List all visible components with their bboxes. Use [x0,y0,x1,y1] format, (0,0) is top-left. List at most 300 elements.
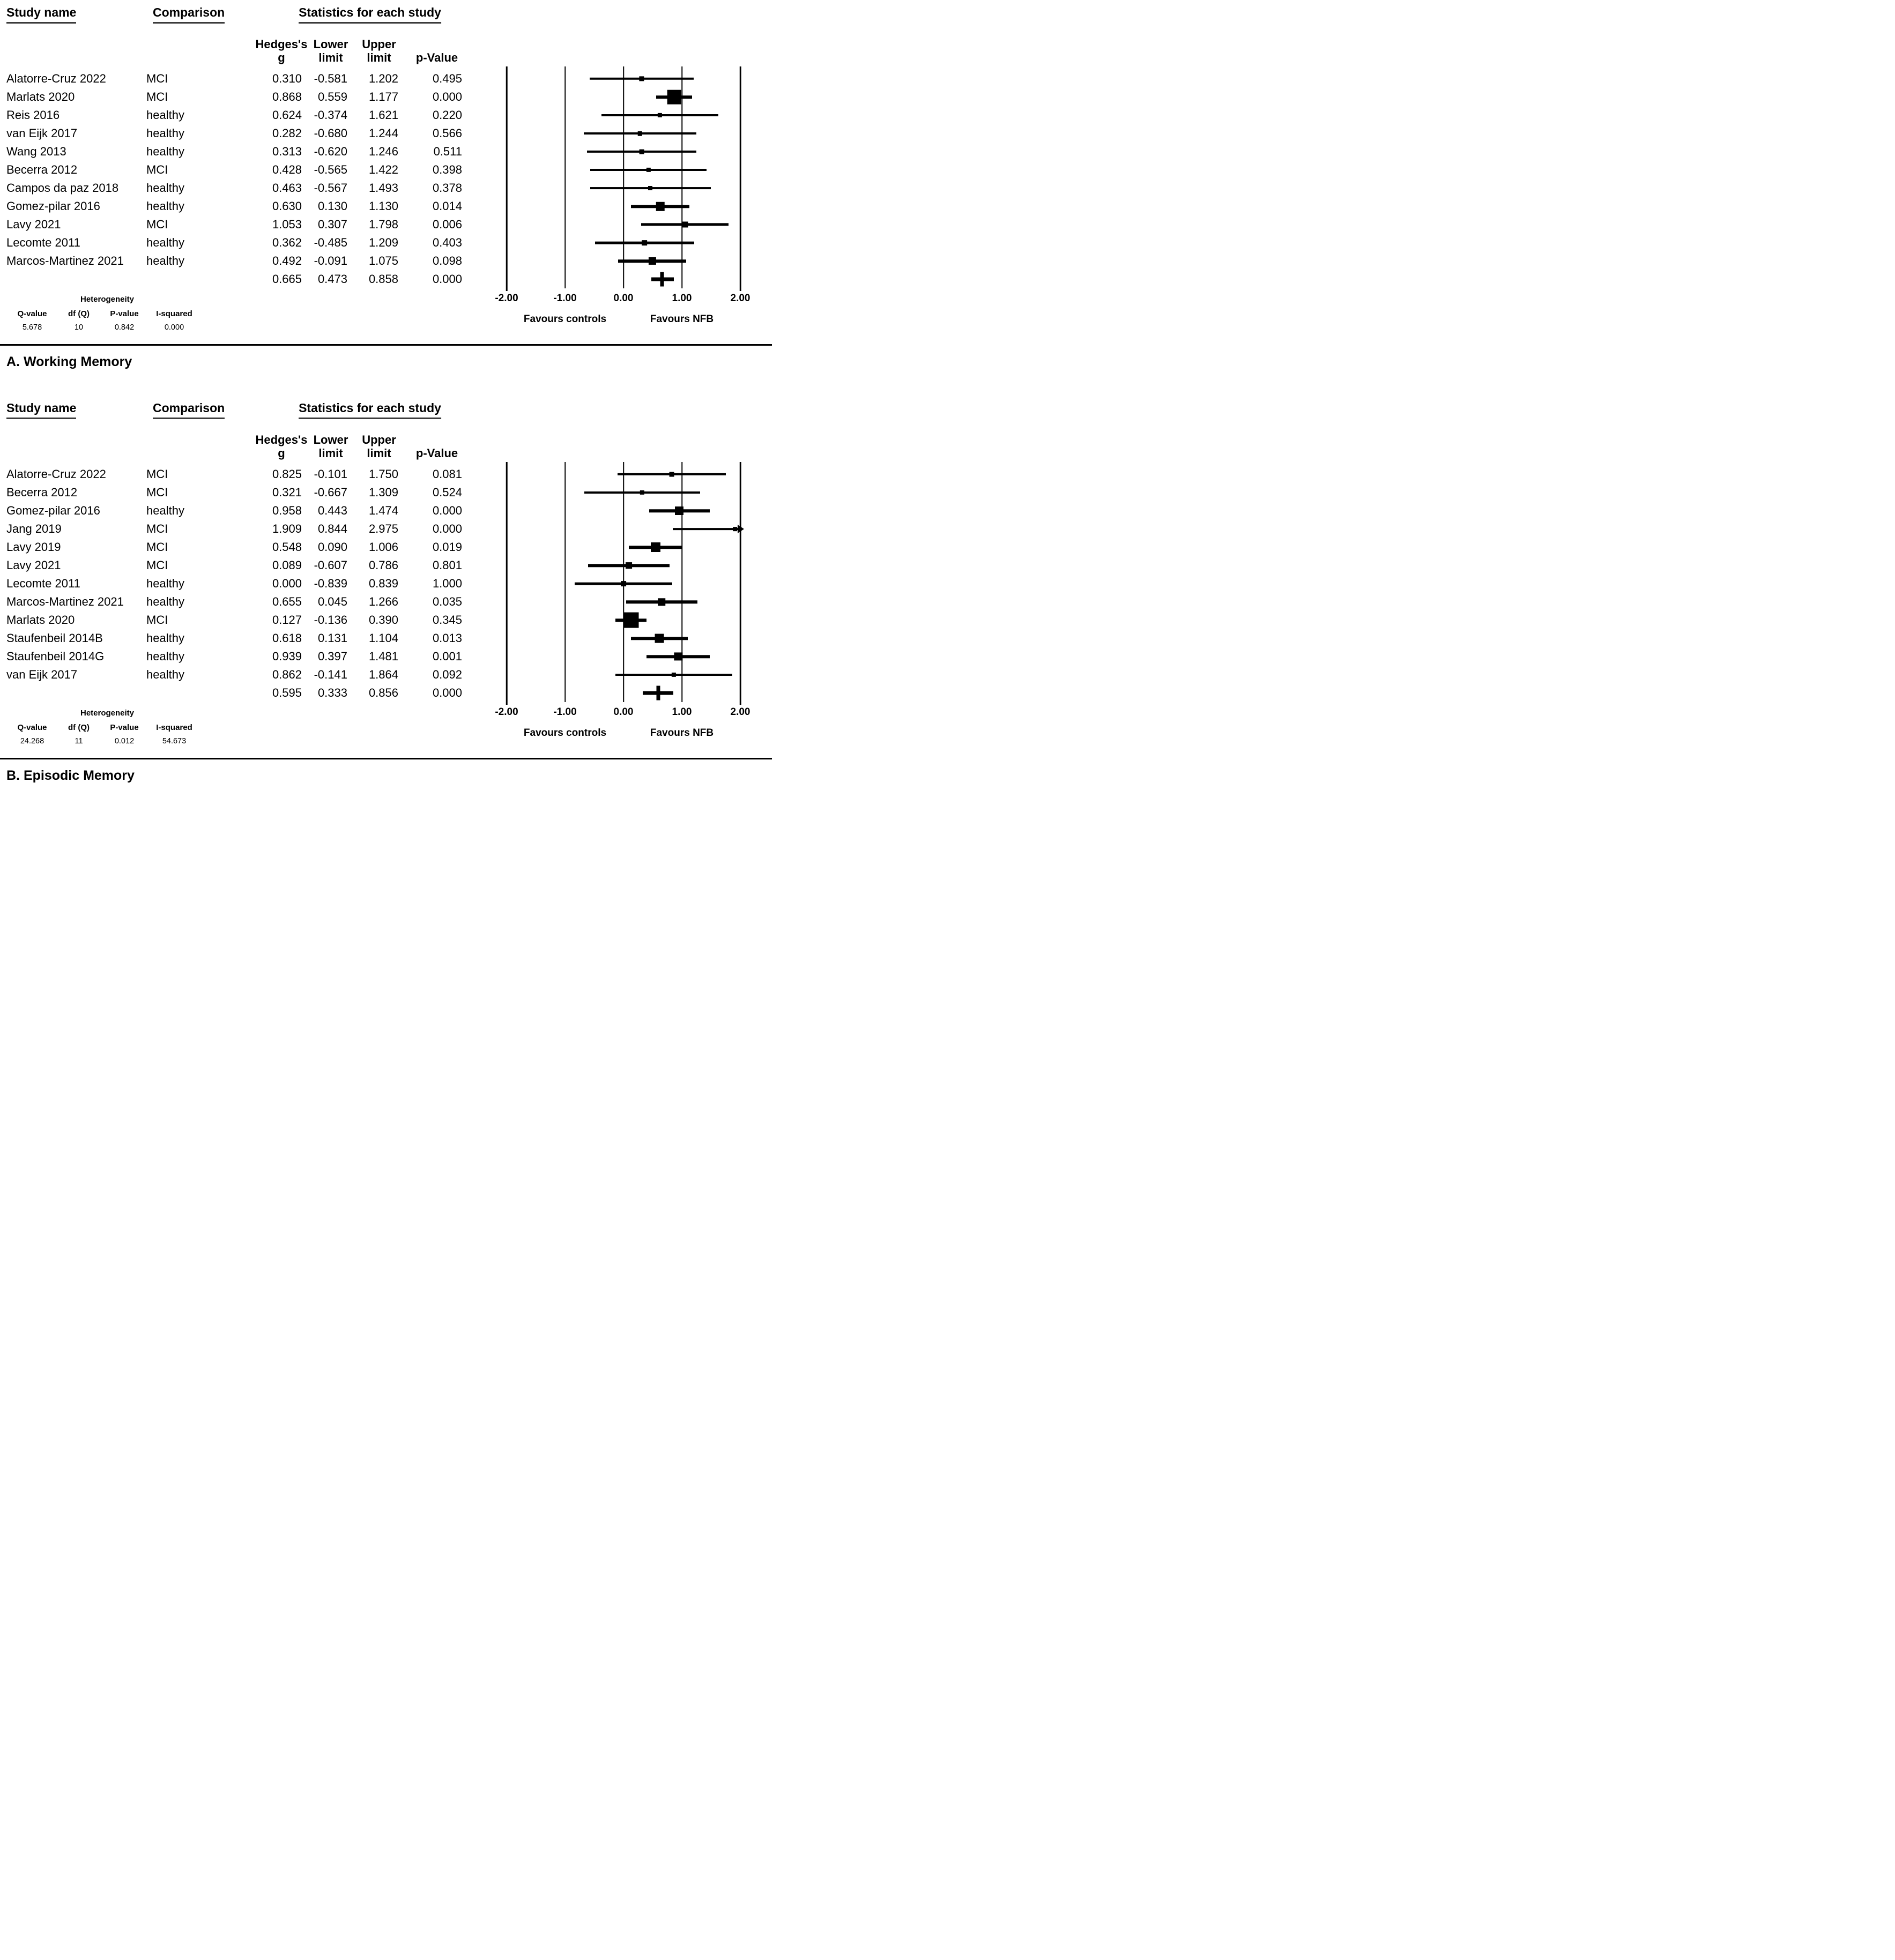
study-rows [0,70,772,288]
stat-column-headers [0,431,772,460]
hedges-g-value: 0.958 [272,504,302,517]
study-name: Becerra 2012 [6,486,78,499]
effect-size-square [651,542,660,552]
upper-limit-value: 1.075 [368,254,398,267]
study-name: van Eijk 2017 [6,126,78,140]
upper-limit-column-header [362,433,396,460]
upper-limit-value: 1.493 [368,181,398,195]
comparison-group: healthy [146,650,184,663]
i-squared-label: I-squared [156,309,192,318]
p-value: 0.495 [432,72,462,85]
study-name: Gomez-pilar 2016 [6,199,100,213]
comparison-group: MCI [146,467,168,481]
x-axis-tick-label: -2.00 [495,293,518,304]
comparison-header: Comparison [153,401,225,419]
forest-plot-figure [0,0,772,798]
study-name: Lavy 2019 [6,540,61,554]
stat-column-headers [0,35,772,64]
study-row [0,234,772,252]
hedges-label-line1: Hedges's [255,38,308,51]
upper-limit-value: 1.130 [368,199,398,213]
p-value: 0.000 [432,686,462,699]
effect-size-square [621,581,626,586]
upper-limit-column-header [362,38,396,64]
study-name: van Eijk 2017 [6,668,78,681]
study-row [0,161,772,179]
comparison-group: MCI [146,613,168,627]
upper-limit-value: 1.266 [368,595,398,608]
hedges-g-value: 0.282 [272,126,302,140]
upper-limit-value: 2.975 [368,522,398,535]
panel-episodic-memory [0,401,772,784]
comparison-group: MCI [146,163,168,176]
comparison-group: healthy [146,126,184,140]
summary-row [0,270,772,288]
x-axis-tick-labels [495,293,750,304]
lower-limit-value: -0.565 [314,163,347,176]
p-value: 0.511 [433,145,462,158]
p-value: 0.019 [432,540,462,554]
heterogeneity-labels-row [8,309,207,318]
lower-limit-value: 0.844 [317,522,347,535]
forest-plot-cell [507,161,740,179]
forest-plot-cell [507,611,740,629]
effect-size-square [637,131,642,136]
favours-labels [507,727,740,739]
study-row [0,143,772,161]
p-value: 0.035 [432,595,462,608]
df-label: df (Q) [68,309,90,318]
statistics-header: Statistics for each study [299,5,441,24]
hedges-g-value: 0.548 [272,540,302,554]
p-value: 0.524 [432,486,462,499]
heterogeneity-title: Heterogeneity [80,709,135,718]
study-name: Marcos-Martinez 2021 [6,254,124,267]
summary-row [0,684,772,702]
forest-plot-cell [507,538,740,556]
lower-limit-value: -0.374 [314,108,347,122]
hedges-g-value: 0.321 [272,486,302,499]
effect-size-square [674,652,682,660]
comparison-group: healthy [146,254,184,267]
comparison-group: healthy [146,595,184,608]
p-value: 0.014 [432,199,462,213]
hedges-g-value: 0.618 [272,631,302,645]
lower-limit-value: 0.130 [317,199,347,213]
hedges-g-value: 0.825 [272,467,302,481]
hedges-g-value: 0.868 [272,90,302,103]
lower-limit-column-header [314,38,348,64]
x-axis-tick-label: -1.00 [553,706,577,718]
confidence-interval-line [673,528,740,530]
column-headers [0,5,772,25]
forest-plot-cell [507,666,740,684]
forest-plot-cell [507,556,740,575]
study-name: Lavy 2021 [6,558,61,572]
effect-size-square [658,598,666,606]
q-value-label: Q-value [17,309,47,318]
forest-plot-cell [507,234,740,252]
study-row [0,666,772,684]
lower-limit-value: 0.090 [317,540,347,554]
comparison-group: MCI [146,90,168,103]
hedges-g-value: 0.492 [272,254,302,267]
comparison-group: MCI [146,486,168,499]
x-axis-tick-label: 0.00 [613,293,634,304]
study-row [0,88,772,106]
study-row [0,70,772,88]
effect-size-square [642,240,648,245]
forest-plot-cell [507,575,740,593]
p-value: 0.566 [432,126,462,140]
forest-rows-area [0,70,772,288]
summary-effect-marker [660,272,664,287]
lower-label-line2: limit [318,51,343,64]
i-squared-label: I-squared [156,723,192,732]
axis-band [0,702,772,754]
comparison-group: healthy [146,199,184,213]
forest-plot-cell [507,270,740,288]
x-axis-tick-label: 2.00 [730,706,750,718]
x-axis-tick-label: -1.00 [553,293,577,304]
upper-limit-value: 1.798 [368,218,398,231]
p-value: 0.001 [432,650,462,663]
upper-limit-value: 1.006 [368,540,398,554]
favours-controls-label: Favours controls [523,314,607,325]
p-value: 0.403 [432,236,462,249]
study-row [0,629,772,647]
lower-label-line1: Lower [313,433,348,446]
forest-plot-cell [507,483,740,502]
panel-title: A. Working Memory [6,354,132,369]
i-squared-value: 0.000 [164,323,184,332]
lower-limit-value: -0.667 [314,486,347,499]
upper-limit-value: 1.750 [368,467,398,481]
forest-plot-cell [507,629,740,647]
lower-limit-value: -0.680 [314,126,347,140]
hedges-g-value: 0.939 [272,650,302,663]
panel-working-memory [0,5,772,370]
study-name: Jang 2019 [6,522,62,535]
lower-limit-value: -0.620 [314,145,347,158]
study-name: Lecomte 2011 [6,236,80,249]
study-name: Staufenbeil 2014G [6,650,105,663]
hedges-label-line2: g [278,51,285,64]
comparison-group: healthy [146,108,184,122]
df-value: 11 [75,737,83,746]
lower-limit-value: 0.131 [317,631,347,645]
upper-limit-value: 0.858 [368,272,398,286]
hedges-g-value: 0.428 [272,163,302,176]
forest-plot-cell [507,647,740,666]
summary-effect-marker [656,686,660,700]
heterogeneity-title: Heterogeneity [80,295,135,304]
upper-label-line1: Upper [362,38,396,51]
effect-size-square [649,257,656,265]
hedges-label-line2: g [278,446,285,460]
effect-size-square [658,113,662,117]
study-name: Marlats 2020 [6,90,75,103]
lower-limit-value: -0.136 [314,613,347,627]
effect-size-square [640,150,644,154]
study-name: Staufenbeil 2014B [6,631,103,645]
study-row [0,483,772,502]
comparison-group: healthy [146,236,184,249]
hedges-g-value: 1.053 [272,218,302,231]
i-squared-value: 54.673 [162,737,187,746]
upper-limit-value: 0.786 [368,558,398,572]
df-value: 10 [74,323,84,332]
p-value: 0.220 [432,108,462,122]
hedges-g-value: 0.313 [272,145,302,158]
hedges-label-line1: Hedges's [255,433,308,446]
upper-limit-value: 1.864 [368,668,398,681]
study-row [0,197,772,215]
forest-rows-area [0,465,772,702]
study-row [0,520,772,538]
p-value: 0.398 [432,163,462,176]
upper-limit-value: 1.621 [368,108,398,122]
study-row [0,179,772,197]
upper-limit-value: 1.209 [368,236,398,249]
study-row [0,593,772,611]
study-row [0,124,772,143]
ci-clipped-arrow-icon [738,525,744,533]
effect-size-square [672,673,676,677]
lower-limit-value: -0.101 [314,467,347,481]
comparison-group: MCI [146,522,168,535]
hedges-g-value: 0.862 [272,668,302,681]
effect-size-square [682,221,688,227]
study-name-header: Study name [6,401,76,419]
lower-limit-value: -0.607 [314,558,347,572]
hedges-g-value: 0.000 [272,577,302,590]
favours-nfb-label: Favours NFB [650,314,714,325]
study-row [0,647,772,666]
p-value: 0.006 [432,218,462,231]
p-value: 0.842 [114,323,135,332]
forest-plot-cell [507,124,740,143]
favours-nfb-label: Favours NFB [650,727,714,739]
p-value: 0.000 [432,504,462,517]
study-row [0,556,772,575]
study-name-header: Study name [6,5,76,24]
forest-plot-cell [507,684,740,702]
q-value: 24.268 [20,737,44,746]
column-headers [0,401,772,420]
forest-plot-cell [507,593,740,611]
forest-plot-cell [507,520,740,538]
study-name [0,270,146,288]
p-value-column-header: p-Value [415,446,458,460]
lower-limit-value: -0.091 [314,254,347,267]
upper-limit-value: 1.246 [368,145,398,158]
effect-size-square [626,562,632,569]
forest-plot-cell [507,106,740,124]
comparison-group: MCI [146,540,168,554]
effect-size-square [667,90,681,105]
study-row [0,611,772,629]
favours-labels [507,314,740,325]
study-name: Becerra 2012 [6,163,78,176]
heterogeneity-values-row [8,323,207,332]
upper-limit-value: 1.474 [368,504,398,517]
hedges-g-value: 0.595 [272,686,302,699]
study-row [0,575,772,593]
x-axis-tick-label: 1.00 [672,706,692,718]
study-name: Wang 2013 [6,145,66,158]
comparison-group: healthy [146,668,184,681]
forest-plot-cell [507,197,740,215]
lower-label-line2: limit [318,446,343,460]
heterogeneity-block [8,709,207,746]
study-rows [0,465,772,702]
q-value-label: Q-value [17,723,47,732]
study-row [0,465,772,483]
forest-plot-cell [507,502,740,520]
x-axis-tick-label: 0.00 [613,706,634,718]
lower-limit-value: 0.473 [317,272,347,286]
lower-limit-value: 0.443 [317,504,347,517]
effect-size-square [646,168,650,172]
section-divider [0,758,772,759]
p-value: 0.000 [432,522,462,535]
lower-limit-value: 0.045 [317,595,347,608]
lower-limit-value: -0.141 [314,668,347,681]
upper-label-line2: limit [367,51,391,64]
effect-size-square [640,490,644,495]
heterogeneity-block [8,295,207,332]
hedges-g-value: 0.665 [272,272,302,286]
section-divider [0,344,772,346]
effect-size-square [655,634,664,643]
forest-plot-cell [507,179,740,197]
heterogeneity-labels-row [8,723,207,732]
effect-size-square [669,472,674,477]
hedges-g-value: 1.909 [272,522,302,535]
study-name: Alatorre-Cruz 2022 [6,467,106,481]
comparison-group: healthy [146,631,184,645]
lower-limit-value: 0.559 [317,90,347,103]
study-name: Marcos-Martinez 2021 [6,595,124,608]
upper-limit-value: 1.309 [368,486,398,499]
lower-limit-value: -0.485 [314,236,347,249]
x-axis-tick-labels [495,706,750,718]
forest-plot-cell [507,70,740,88]
study-name: Alatorre-Cruz 2022 [6,72,106,85]
comparison-group: MCI [146,558,168,572]
lower-limit-value: 0.307 [317,218,347,231]
lower-limit-value: -0.839 [314,577,347,590]
hedges-g-value: 0.127 [272,613,302,627]
upper-limit-value: 1.177 [368,90,398,103]
hedges-g-value: 0.310 [272,72,302,85]
lower-label-line1: Lower [313,38,348,51]
upper-limit-value: 0.390 [368,613,398,627]
comparison-group: healthy [146,504,184,517]
lower-limit-value: 0.333 [317,686,347,699]
forest-plot-cell [507,465,740,483]
study-name: Lecomte 2011 [6,577,80,590]
upper-limit-value: 0.856 [368,686,398,699]
p-value: 0.098 [432,254,462,267]
lower-limit-column-header [314,433,348,460]
p-value: 0.092 [432,668,462,681]
study-name: Marlats 2020 [6,613,75,627]
forest-plot-cell [507,215,740,234]
p-value: 0.000 [432,272,462,286]
p-value: 0.378 [432,181,462,195]
p-value: 0.013 [432,631,462,645]
upper-limit-value: 1.481 [368,650,398,663]
comparison-group: healthy [146,145,184,158]
upper-limit-value: 0.839 [368,577,398,590]
hedges-g-value: 0.463 [272,181,302,195]
effect-size-square [623,613,638,628]
p-value-label: P-value [110,309,139,318]
lower-limit-value: -0.581 [314,72,347,85]
upper-limit-value: 1.422 [368,163,398,176]
study-row [0,106,772,124]
study-name: Campos da paz 2018 [6,181,119,195]
heterogeneity-values-row [8,737,207,746]
p-value-column-header: p-Value [415,51,458,64]
comparison-group [146,684,248,702]
effect-size-square [656,202,665,211]
x-axis-tick-label: -2.00 [495,706,518,718]
statistics-header: Statistics for each study [299,401,441,419]
study-row [0,215,772,234]
lower-limit-value: 0.397 [317,650,347,663]
effect-size-square [639,76,644,81]
df-label: df (Q) [68,723,90,732]
p-value: 0.081 [432,467,462,481]
hedges-g-value: 0.630 [272,199,302,213]
upper-label-line2: limit [367,446,391,460]
axis-band [0,288,772,340]
lower-limit-value: -0.567 [314,181,347,195]
panel-title: B. Episodic Memory [6,768,135,783]
p-value: 0.012 [114,737,135,746]
comparison-group: healthy [146,577,184,590]
forest-plot-cell [507,143,740,161]
forest-plot-cell [507,252,740,270]
effect-size-square [648,186,652,190]
comparison-group [146,270,248,288]
comparison-group: MCI [146,72,168,85]
p-value-label: P-value [110,723,139,732]
p-value: 0.000 [432,90,462,103]
p-value: 0.801 [432,558,462,572]
effect-size-square [675,506,683,515]
hedges-g-column-header [256,38,308,64]
upper-limit-value: 1.202 [368,72,398,85]
hedges-g-value: 0.089 [272,558,302,572]
upper-limit-value: 1.244 [368,126,398,140]
q-value: 5.678 [22,323,42,332]
study-name: Gomez-pilar 2016 [6,504,100,517]
comparison-group: MCI [146,218,168,231]
hedges-g-column-header [256,433,308,460]
p-value: 0.345 [432,613,462,627]
x-axis-tick-label: 1.00 [672,293,692,304]
study-row [0,502,772,520]
comparison-header: Comparison [153,5,225,24]
hedges-g-value: 0.624 [272,108,302,122]
p-value: 1.000 [432,577,462,590]
study-row [0,252,772,270]
favours-controls-label: Favours controls [523,727,607,739]
